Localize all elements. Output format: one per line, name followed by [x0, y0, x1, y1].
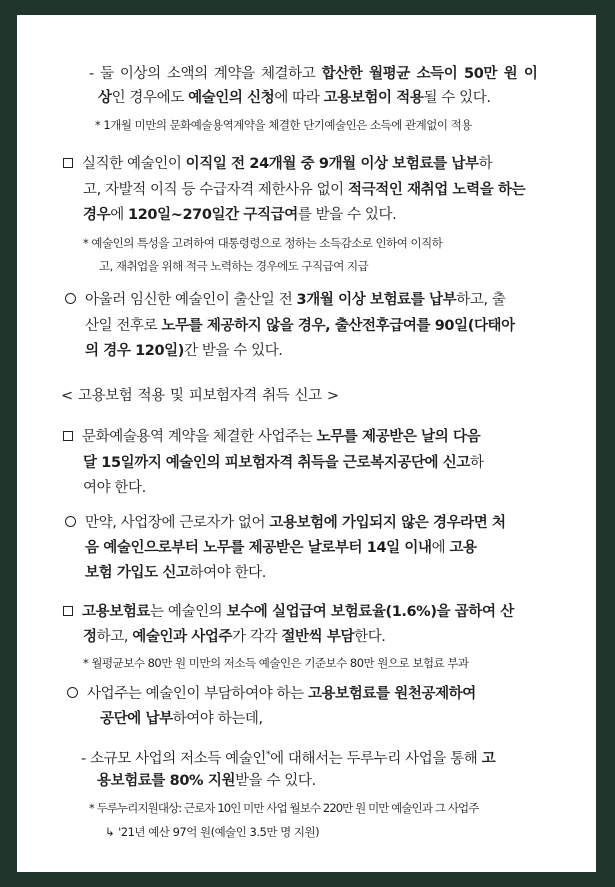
b7-sub-line2 [97, 772, 316, 790]
text: - 소규모 사업의 저소득 예술인 [81, 750, 266, 767]
emphasis: 절반씩 부담 [281, 629, 355, 645]
b7-line2 [100, 710, 263, 728]
square-bullet-icon [63, 431, 73, 441]
section-heading: < 고용보험 적용 및 피보험자격 취득 신고 > [61, 388, 339, 404]
b5-line2 [85, 539, 477, 557]
footnote-mark: * [265, 750, 271, 760]
emphasis: 고 [481, 750, 496, 767]
text: 산일 전후로 [85, 318, 162, 334]
b7-sub-line1 [81, 746, 495, 768]
text: 에 [110, 207, 129, 223]
text: 사업주는 예술인이 부담하여야 하는 [87, 686, 308, 702]
emphasis: 보험 가입도 신고 [85, 565, 190, 581]
emphasis: 고용 [449, 540, 477, 556]
b4-line2 [83, 454, 484, 472]
emphasis: 경우 [83, 207, 111, 223]
text: 가 각각 [232, 629, 282, 645]
emphasis: 고용보험이 적용 [323, 90, 424, 106]
emphasis: 예술인의 신청 [188, 90, 275, 106]
text: 실직한 예술인이 [82, 156, 186, 172]
emphasis: 120일~270일간 구직급여 [128, 207, 298, 223]
b7-note2 [105, 825, 319, 840]
text: 만약, 사업장에 근로자가 없어 [85, 515, 270, 531]
text: 하여야 한다. [189, 565, 266, 581]
text: 인 경우에도 [111, 90, 189, 106]
b1-line1 [89, 65, 538, 83]
b1-note: * 1개월 미만의 문화예술용역계약을 체결한 단기예술인은 소득에 관계없이 적용 [95, 118, 472, 132]
square-bullet-icon [63, 158, 73, 168]
text: 하고, 출 [456, 292, 506, 308]
emphasis: 노무를 제공하지 않을 경우, 출산전후급여를 90일(다태아 [161, 318, 515, 334]
text: 고, 자발적 이직 등 수급자격 제한사유 없이 [83, 182, 348, 198]
b3-line3 [85, 342, 283, 360]
b2-note2: 고, 재취업을 위해 적극 노력하는 경우에도 구직급여 지급 [99, 259, 369, 273]
b6-line1 [63, 603, 514, 621]
emphasis: 노무를 제공받은 날의 다음 [316, 429, 481, 445]
emphasis: 음 예술인으로부터 노무를 제공받은 날로부터 14일 이내 [85, 540, 432, 556]
circle-bullet-icon [65, 293, 76, 304]
b3-line1 [65, 291, 506, 309]
text: 하고, [96, 629, 133, 645]
b6-note: * 월평균보수 80만 원 미만의 저소득 예술인은 기준보수 80만 원으로 보험료 부과 [83, 656, 469, 670]
circle-bullet-icon [65, 516, 76, 527]
b4-line1 [63, 428, 480, 446]
emphasis: 공단에 납부 [100, 711, 173, 727]
emphasis: 고용보험료 [82, 604, 151, 620]
emphasis: 용보험료를 80% 지원 [97, 773, 236, 789]
emphasis: 정 [83, 629, 97, 645]
text: '21년 예산 97억 원(예술인 3.5만 명 지원) [118, 825, 320, 839]
b2-note1: * 예술인의 특성을 고려하여 대통령령으로 정하는 소득감소로 인하여 이직하 [83, 236, 443, 250]
b7-note1: * 두루누리지원대상: 근로자 10인 미만 사업 월보수 220만 원 미만 예술인과 그 사업주 [89, 801, 479, 815]
emphasis: 3개월 이상 보험료를 납부 [296, 292, 457, 308]
return-arrow-icon: ↳ [105, 825, 115, 839]
text: 하 [470, 455, 484, 471]
b7-line1 [67, 685, 476, 703]
text: 문화예술용역 계약을 체결한 사업주는 [82, 429, 317, 445]
emphasis: 의 경우 120일) [85, 343, 185, 359]
emphasis: 예술인의 피보험자격 취득을 근로복지공단에 신고 [165, 455, 471, 471]
text: 간 받을 수 있다. [184, 343, 283, 359]
emphasis: 이직일 전 24개월 중 9개월 이상 보험료를 납부 [185, 156, 479, 172]
text: 에 [431, 540, 450, 556]
circle-bullet-icon [67, 687, 78, 698]
emphasis: 보수에 실업급여 보험료율(1.6%)을 곱하여 산 [226, 604, 514, 620]
b4-line3 [83, 479, 146, 497]
emphasis: 적극적인 재취업 노력을 하는 [348, 182, 526, 198]
text: 될 수 있다. [423, 90, 491, 106]
text: 에 따라 [274, 90, 324, 106]
b1-line2 [98, 89, 491, 107]
text: 에 대해서는 두루누리 사업을 통해 [270, 750, 482, 767]
document-page [17, 15, 596, 872]
text: - 둘 이상의 소액의 계약을 체결하고 [89, 66, 322, 82]
text: 여야 한다. [83, 480, 146, 496]
emphasis: 고용보험료를 원천공제하여 [307, 686, 476, 702]
emphasis: 고용보험에 가입되지 않은 경우라면 처 [269, 515, 506, 531]
emphasis: 상 [98, 90, 112, 106]
emphasis: 합산한 월평균 소득이 50만 원 이 [321, 66, 538, 82]
emphasis: 예술인과 사업주 [132, 629, 233, 645]
text: 를 받을 수 있다. [297, 207, 397, 223]
b2-line1 [63, 155, 492, 173]
b6-line2 [83, 628, 386, 646]
text: 한다. [354, 629, 386, 645]
text: 아울러 임신한 예술인이 출산일 전 [85, 292, 297, 308]
text: 하 [478, 156, 493, 172]
b2-line2 [83, 181, 525, 199]
b5-line3 [85, 564, 266, 582]
emphasis: 달 15일까지 [83, 455, 162, 471]
b2-line3 [83, 206, 396, 224]
text: 는 예술인의 [150, 604, 227, 620]
square-bullet-icon [63, 606, 73, 616]
b5-line1 [65, 514, 506, 532]
text: 하여야 하는데, [172, 711, 263, 727]
text: 받을 수 있다. [235, 773, 316, 789]
b3-line2 [85, 317, 515, 335]
